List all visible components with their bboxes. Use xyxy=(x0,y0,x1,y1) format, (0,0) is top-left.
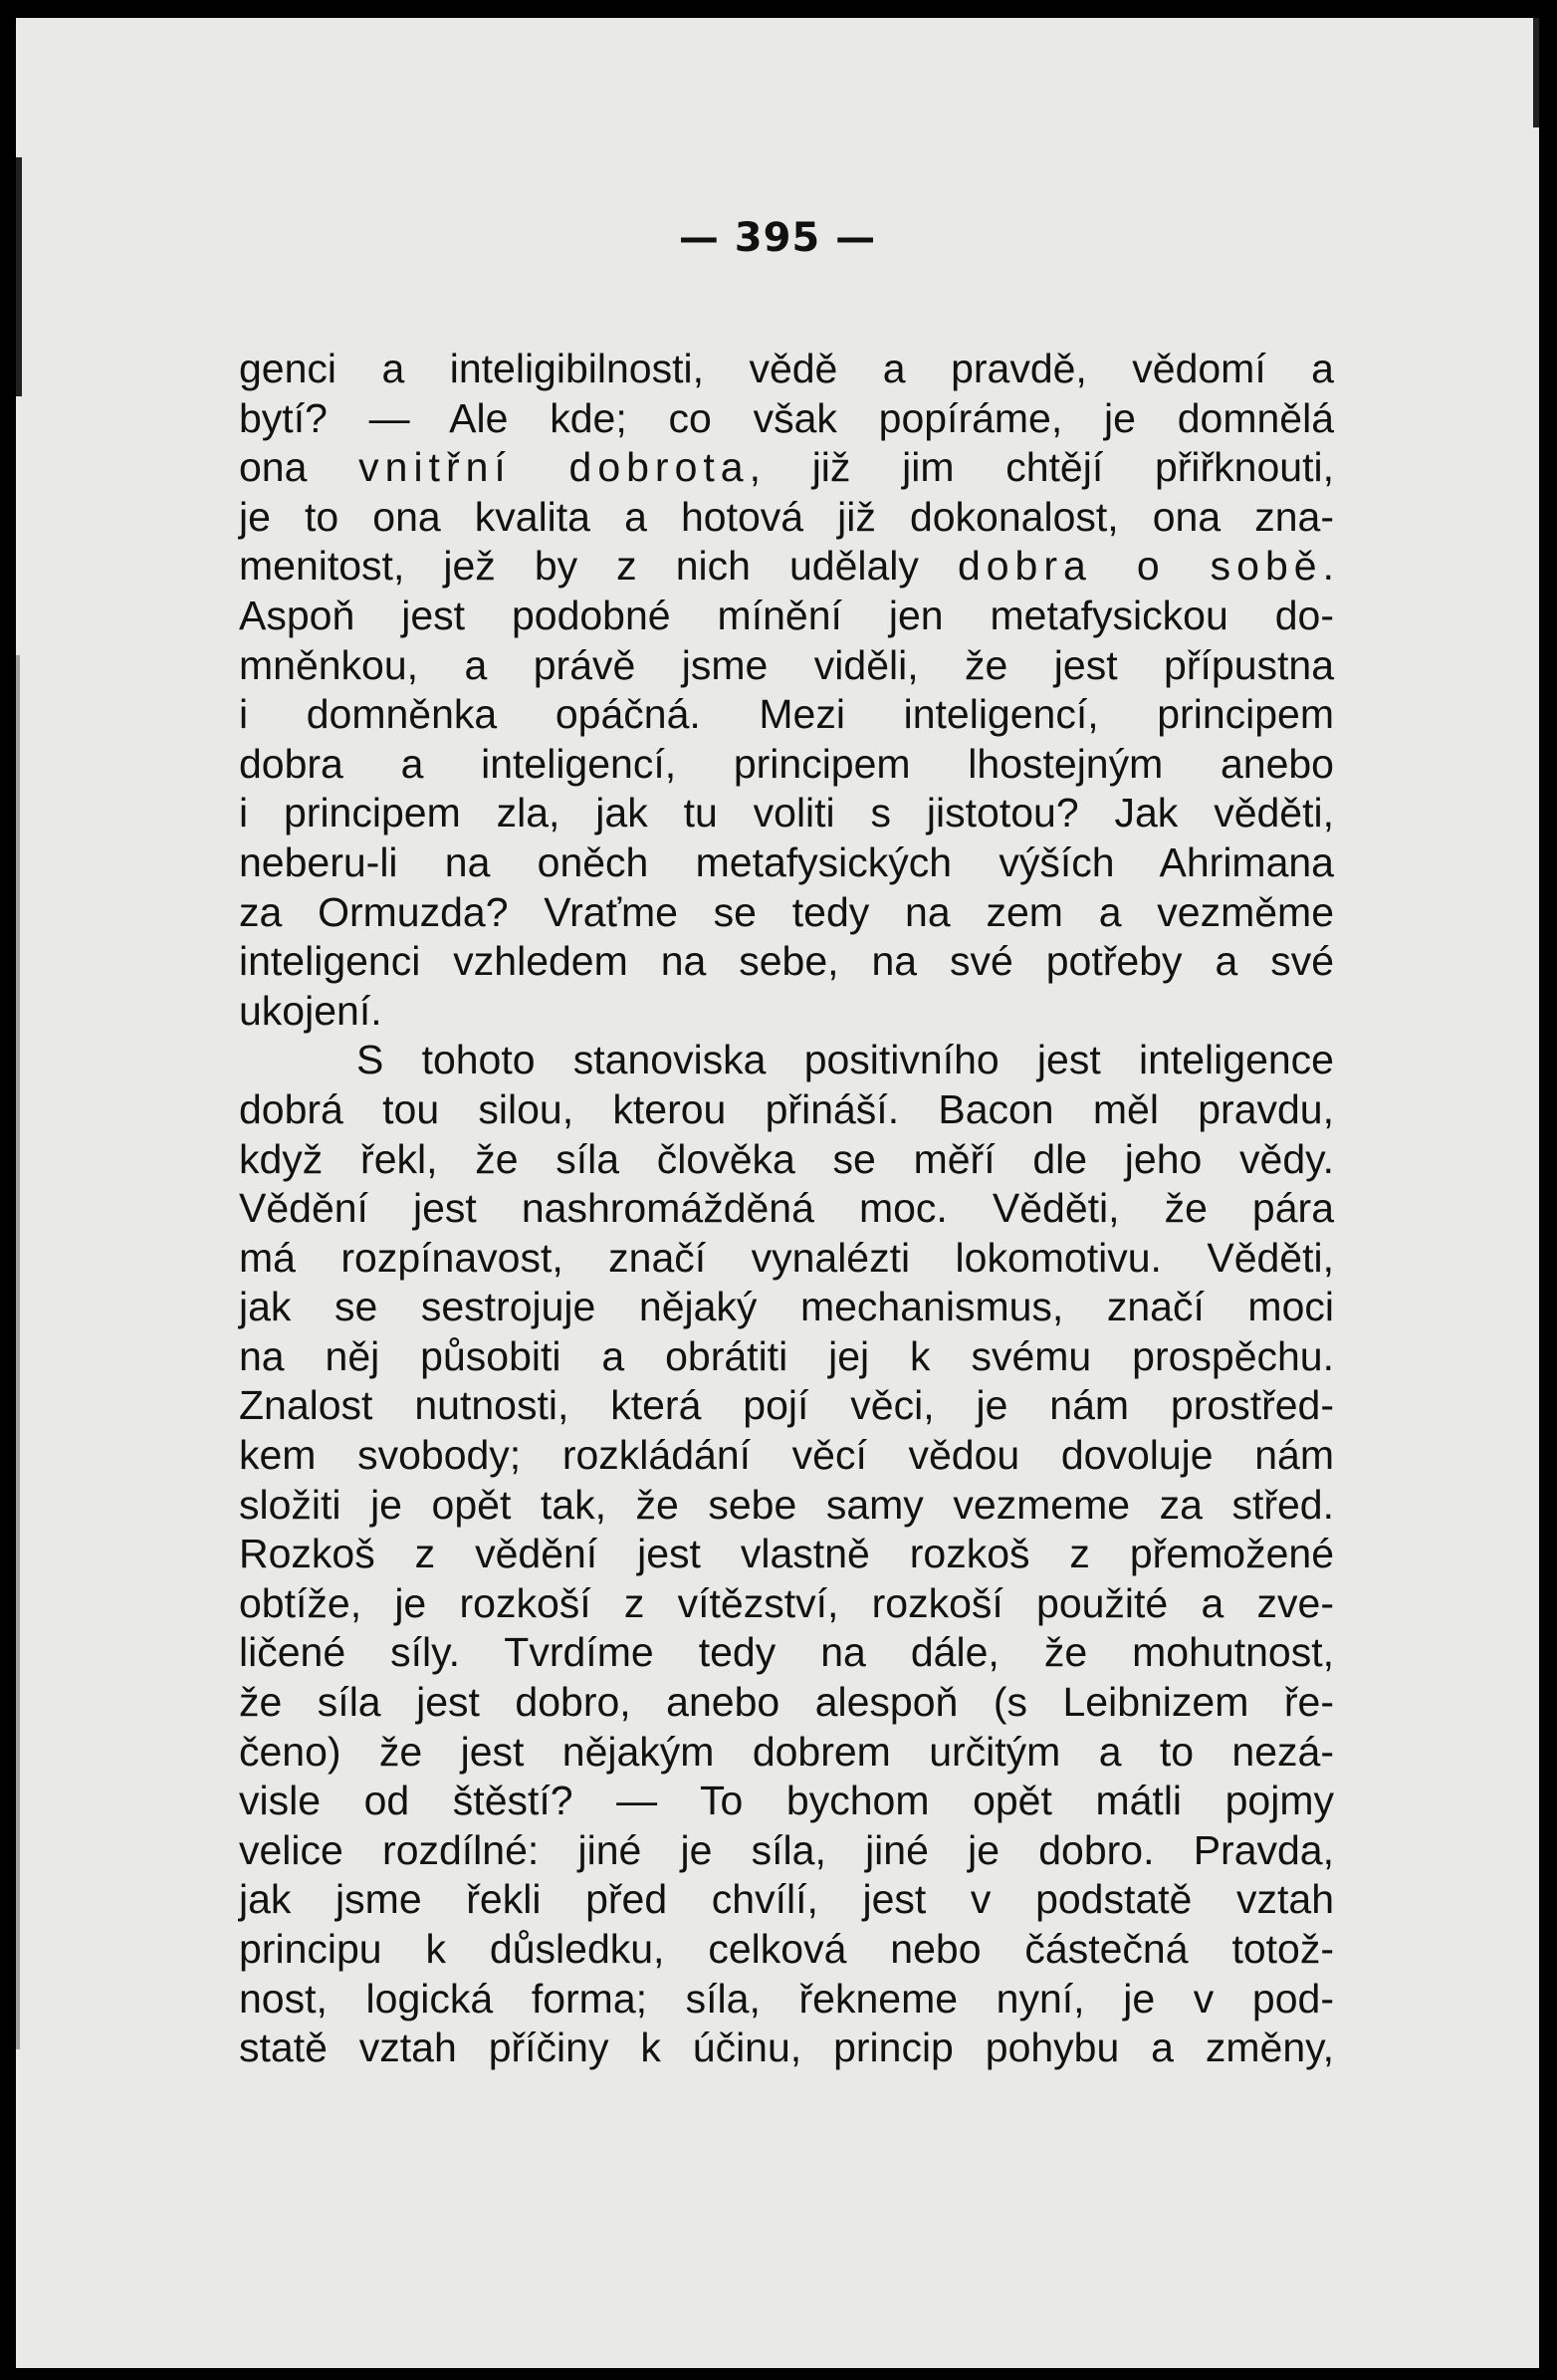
text-line: dobrá tou silou, kterou přináší. Bacon měl pravdu, xyxy=(239,1085,1334,1132)
text-line: statě vztah příčiny k účinu, princip pohybu a změny, xyxy=(239,2024,1334,2071)
text-line: dobra a inteligencí, principem lhostejným anebo xyxy=(239,740,1334,787)
text-line: Aspoň jest podobné mínění jen metafysickou do- xyxy=(239,592,1334,638)
text-line: za Ormuzda? Vraťme se tedy na zem a vezměme xyxy=(239,888,1334,935)
text-line: genci a inteligibilnosti, vědě a pravdě, vědomí a xyxy=(239,346,1334,391)
text-line: ona vnitřní dobrota, již jim chtějí přiřknouti, xyxy=(239,444,1334,491)
text-line: ukojení. xyxy=(239,987,382,1034)
text-line: mněnkou, a právě jsme viděli, že jest přípustna xyxy=(239,641,1334,688)
text-line: složiti je opět tak, že sebe samy vezmeme za střed. xyxy=(239,1481,1334,1528)
scan-edge-mark xyxy=(1533,18,1539,127)
text-line: inteligenci vzhledem na sebe, na své potřeby a své xyxy=(239,938,1334,985)
text-line: jak se sestrojuje nějaký mechanismus, značí moci xyxy=(239,1284,1334,1330)
paragraph-first-line: S tohoto stanoviska positivního jest inteligence xyxy=(356,1037,1334,1083)
text-line: i domněnka opáčná. Mezi inteligencí, principem xyxy=(239,691,1334,738)
text-line: menitost, jež by z nich udělaly dobra o sobě. xyxy=(239,543,1334,590)
text-line: čeno) že jest nějakým dobrem určitým a to nezá- xyxy=(239,1728,1334,1775)
text-line: principu k důsledku, celková nebo částečná totož- xyxy=(239,1926,1334,1972)
text-line: má rozpínavost, značí vynalézti lokomotivu. Věděti, xyxy=(239,1234,1334,1281)
page-number: — 395 — xyxy=(678,215,877,261)
text-line: Vědění jest nashromážděná moc. Věděti, že pára xyxy=(239,1185,1334,1232)
text-line: Znalost nutnosti, která pojí věci, je nám prostřed- xyxy=(239,1382,1334,1429)
text-line: kem svobody; rozkládání věcí vědou dovoluje nám xyxy=(239,1432,1334,1479)
text-line: velice rozdílné: jiné je síla, jiné je dobro. Pravda, xyxy=(239,1826,1334,1873)
book-page xyxy=(16,18,1539,2368)
text-line: na něj působiti a obrátiti jej k svému prospěchu. xyxy=(239,1332,1334,1379)
text-line: když řekl, že síla člověka se měří dle jeho vědy. xyxy=(239,1135,1334,1182)
text-line: Rozkoš z vědění jest vlastně rozkoš z přemožené xyxy=(239,1531,1334,1577)
text-line: že síla jest dobro, anebo alespoň (s Leibnizem ře- xyxy=(239,1679,1334,1726)
text-line: jak jsme řekli před chvílí, jest v podstatě vztah xyxy=(239,1876,1334,1923)
emphasized-text: vnitřní dobrota xyxy=(358,444,750,491)
scan-edge-mark xyxy=(16,655,20,2049)
text-line: ličené síly. Tvrdíme tedy na dále, že mohutnost, xyxy=(239,1629,1334,1676)
text-line: nost, logická forma; síla, řekneme nyní, je v pod- xyxy=(239,1975,1334,2022)
text-line: je to ona kvalita a hotová již dokonalost, ona zna- xyxy=(239,493,1334,540)
text-line: obtíže, je rozkoší z vítězství, rozkoší použité a zve- xyxy=(239,1579,1334,1626)
text-line: i principem zla, jak tu voliti s jistotou? Jak věděti, xyxy=(239,790,1334,836)
text-line: bytí? — Ale kde; co však popíráme, je domnělá xyxy=(239,394,1334,441)
emphasized-text: dobra o sobě xyxy=(957,543,1323,590)
scan-edge-mark xyxy=(16,157,22,396)
text-line: neberu-li na oněch metafysických výších Ahrimana xyxy=(239,838,1334,885)
body-text xyxy=(239,345,1334,2073)
text-line: visle od štěstí? — To bychom opět mátli pojmy xyxy=(239,1778,1334,1824)
